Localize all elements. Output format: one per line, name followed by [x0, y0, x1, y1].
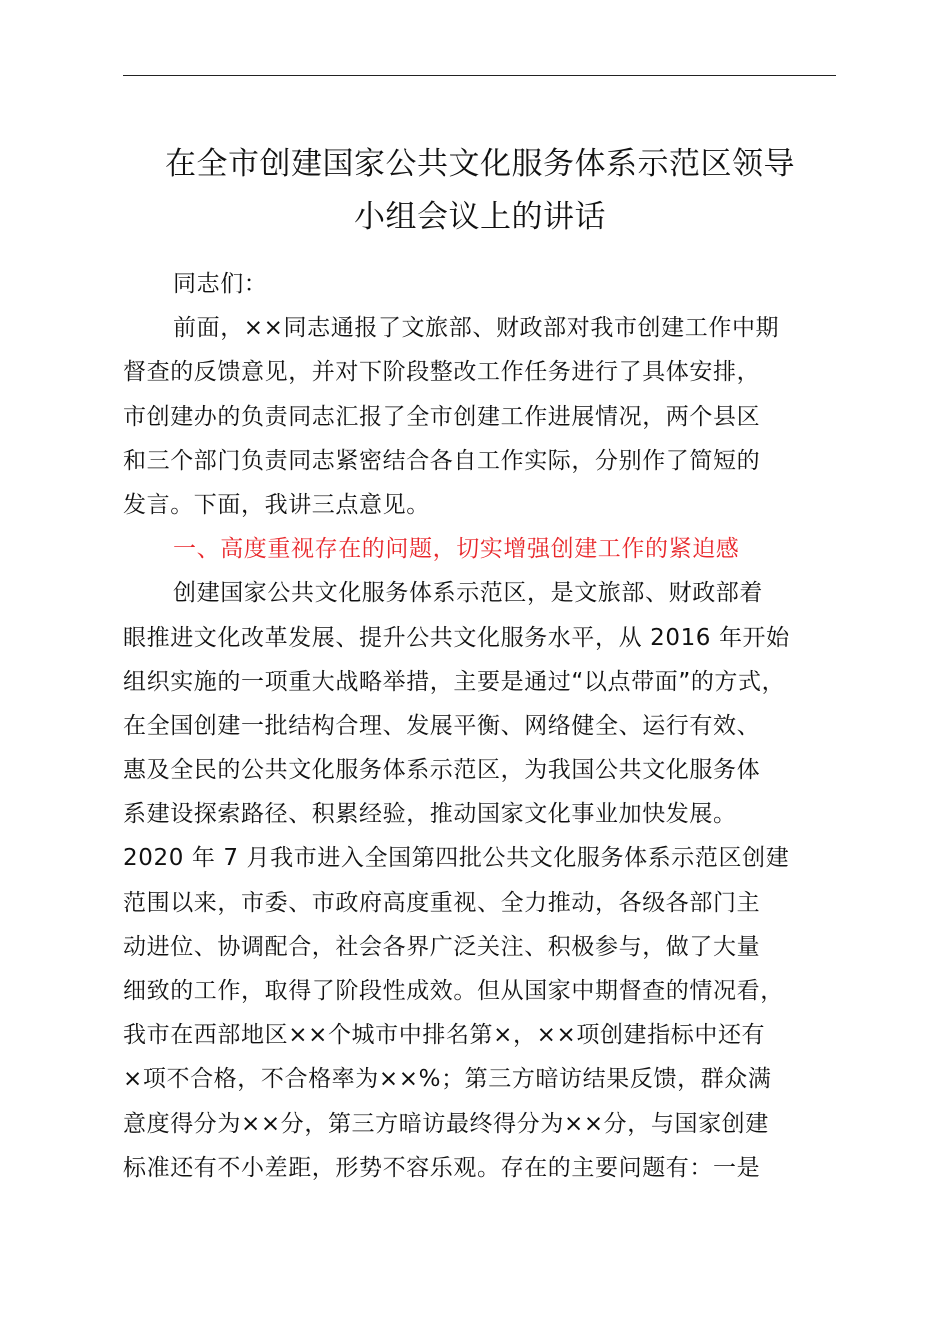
title-line-1: 在全市创建国家公共文化服务体系示范区领导 — [165, 146, 795, 182]
paragraph-2-line: 2020 年 7 月我市进入全国第四批公共文化服务体系示范区创建 — [123, 845, 790, 872]
paragraph-2-line: 动进位、协调配合，社会各界广泛关注、积极参与，做了大量 — [123, 933, 761, 960]
paragraph-1-line: 市创建办的负责同志汇报了全市创建工作进展情况，两个县区 — [123, 403, 761, 430]
paragraph-2-line: 惠及全民的公共文化服务体系示范区，为我国公共文化服务体 — [123, 757, 761, 784]
paragraph-2-line: ×项不合格，不合格率为××%；第三方暗访结果反馈，群众满 — [123, 1066, 772, 1093]
greeting: 同志们： — [173, 271, 268, 297]
paragraph-2-line: 创建国家公共文化服务体系示范区，是文旅部、财政部着 — [173, 580, 763, 607]
section-1-heading: 一、高度重视存在的问题，切实增强创建工作的紧迫感 — [173, 536, 740, 563]
paragraph-2-line: 我市在西部地区××个城市中排名第×，××项创建指标中还有 — [123, 1022, 766, 1049]
paragraph-2-line: 组织实施的一项重大战略举措，主要是通过“以点带面”的方式， — [123, 668, 786, 695]
paragraph-1-line: 前面，××同志通报了文旅部、财政部对我市创建工作中期 — [173, 315, 780, 342]
paragraph-1-line: 和三个部门负责同志紧密结合各自工作实际，分别作了简短的 — [123, 447, 761, 474]
paragraph-2-line: 眼推进文化改革发展、提升公共文化服务水平，从 2016 年开始 — [123, 624, 790, 651]
paragraph-1-line: 督查的反馈意见，并对下阶段整改工作任务进行了具体安排， — [123, 359, 761, 386]
title-line-2: 小组会议上的讲话 — [354, 199, 606, 235]
document-body — [123, 262, 838, 1190]
paragraph-2-line: 在全国创建一批结构合理、发展平衡、网络健全、运行有效、 — [123, 712, 761, 739]
paragraph-2-line: 系建设探索路径、积累经验，推动国家文化事业加快发展。 — [123, 801, 737, 828]
paragraph-2-line: 意度得分为××分，第三方暗访最终得分为××分，与国家创建 — [123, 1110, 769, 1137]
header-rule — [123, 75, 836, 76]
paragraph-2-line: 标准还有不小差距，形势不容乐观。存在的主要问题有：一是 — [123, 1154, 761, 1181]
paragraph-2-line: 范围以来，市委、市政府高度重视、全力推动，各级各部门主 — [123, 889, 761, 916]
paragraph-2-line: 细致的工作，取得了阶段性成效。但从国家中期督查的情况看， — [123, 978, 784, 1004]
document-title — [100, 138, 860, 244]
paragraph-1-line: 发言。下面，我讲三点意见。 — [123, 491, 430, 518]
